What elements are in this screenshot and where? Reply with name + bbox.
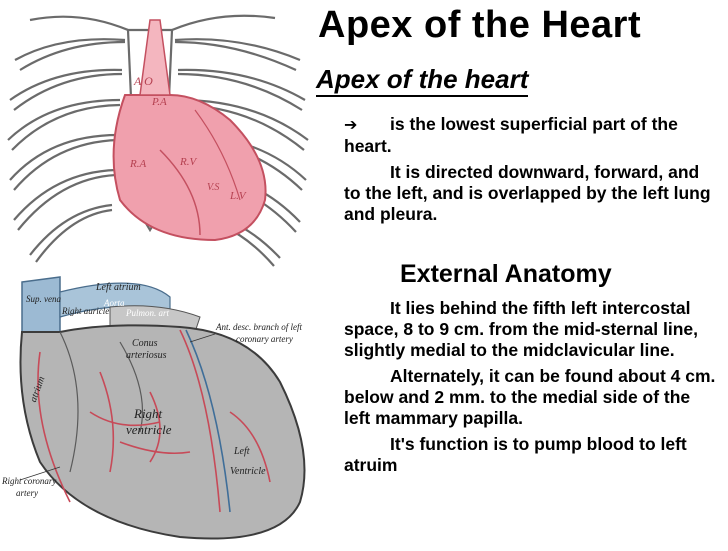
label-pa: P.A — [152, 96, 167, 108]
label-right-auricle: Right auricle — [62, 306, 110, 316]
label-coronary-artery: coronary artery — [236, 334, 293, 344]
label-right-coronary: Right coronary — [2, 476, 57, 486]
label-sup-vena: Sup. vena — [26, 294, 61, 304]
anatomy-para1-text: It lies behind the fifth left intercostal space, 8 to 9 cm. from the mid-sternal line, slightly medial to the midclavicular line. — [344, 298, 698, 360]
heart-illustration — [0, 272, 340, 546]
heart-drawing — [0, 272, 340, 546]
anatomy-para3-text: It's function is to pump blood to left atruim — [344, 434, 687, 475]
intro-bullet-text: is the lowest superficial part of the heart. — [344, 114, 678, 156]
arrow-right-icon: ➔ — [344, 117, 358, 134]
label-artery: artery — [16, 488, 38, 498]
thorax-illustration — [0, 0, 312, 268]
label-left: Left — [234, 446, 250, 457]
intro-block — [344, 114, 716, 230]
label-conus: Conus — [132, 338, 158, 349]
label-ventricle-left: Ventricle — [230, 466, 266, 477]
label-ra: R.A — [130, 158, 147, 170]
slide-subtitle — [316, 64, 528, 95]
section-heading: External Anatomy — [400, 260, 612, 288]
anatomy-para2-text: Alternately, it can be found about 4 cm. below and 2 mm. to the medial side of the left mammary papilla. — [344, 366, 716, 428]
intro-bullet — [344, 114, 716, 157]
label-ao: A O — [134, 74, 153, 88]
slide-title: Apex of the Heart — [318, 4, 642, 46]
intro-para2 — [344, 162, 716, 225]
label-ventricle: ventricle — [126, 422, 172, 437]
label-aorta: Aorta — [104, 298, 125, 308]
label-left-atrium: Left atrium — [96, 282, 141, 293]
subtitle-text: Apex of the heart — [316, 64, 528, 97]
label-lv: L.V — [230, 190, 246, 202]
anatomy-para2 — [344, 366, 716, 429]
thorax-drawing — [0, 0, 312, 268]
label-ant-desc: Ant. desc. branch of left — [216, 322, 302, 332]
label-rv: R.V — [180, 156, 197, 168]
anatomy-para1 — [344, 298, 716, 361]
label-atrium-vertical: atrium — [28, 374, 48, 404]
anatomy-block — [344, 298, 716, 481]
label-pulmon-art: Pulmon. art — [126, 308, 170, 318]
label-vs: V.S — [207, 182, 220, 193]
label-right: Right — [134, 406, 163, 421]
label-arteriosus: arteriosus — [126, 350, 167, 361]
intro-para2-text: It is directed downward, forward, and to the left, and is overlapped by the left lung and pleura. — [344, 162, 711, 224]
anatomy-para3 — [344, 434, 716, 476]
